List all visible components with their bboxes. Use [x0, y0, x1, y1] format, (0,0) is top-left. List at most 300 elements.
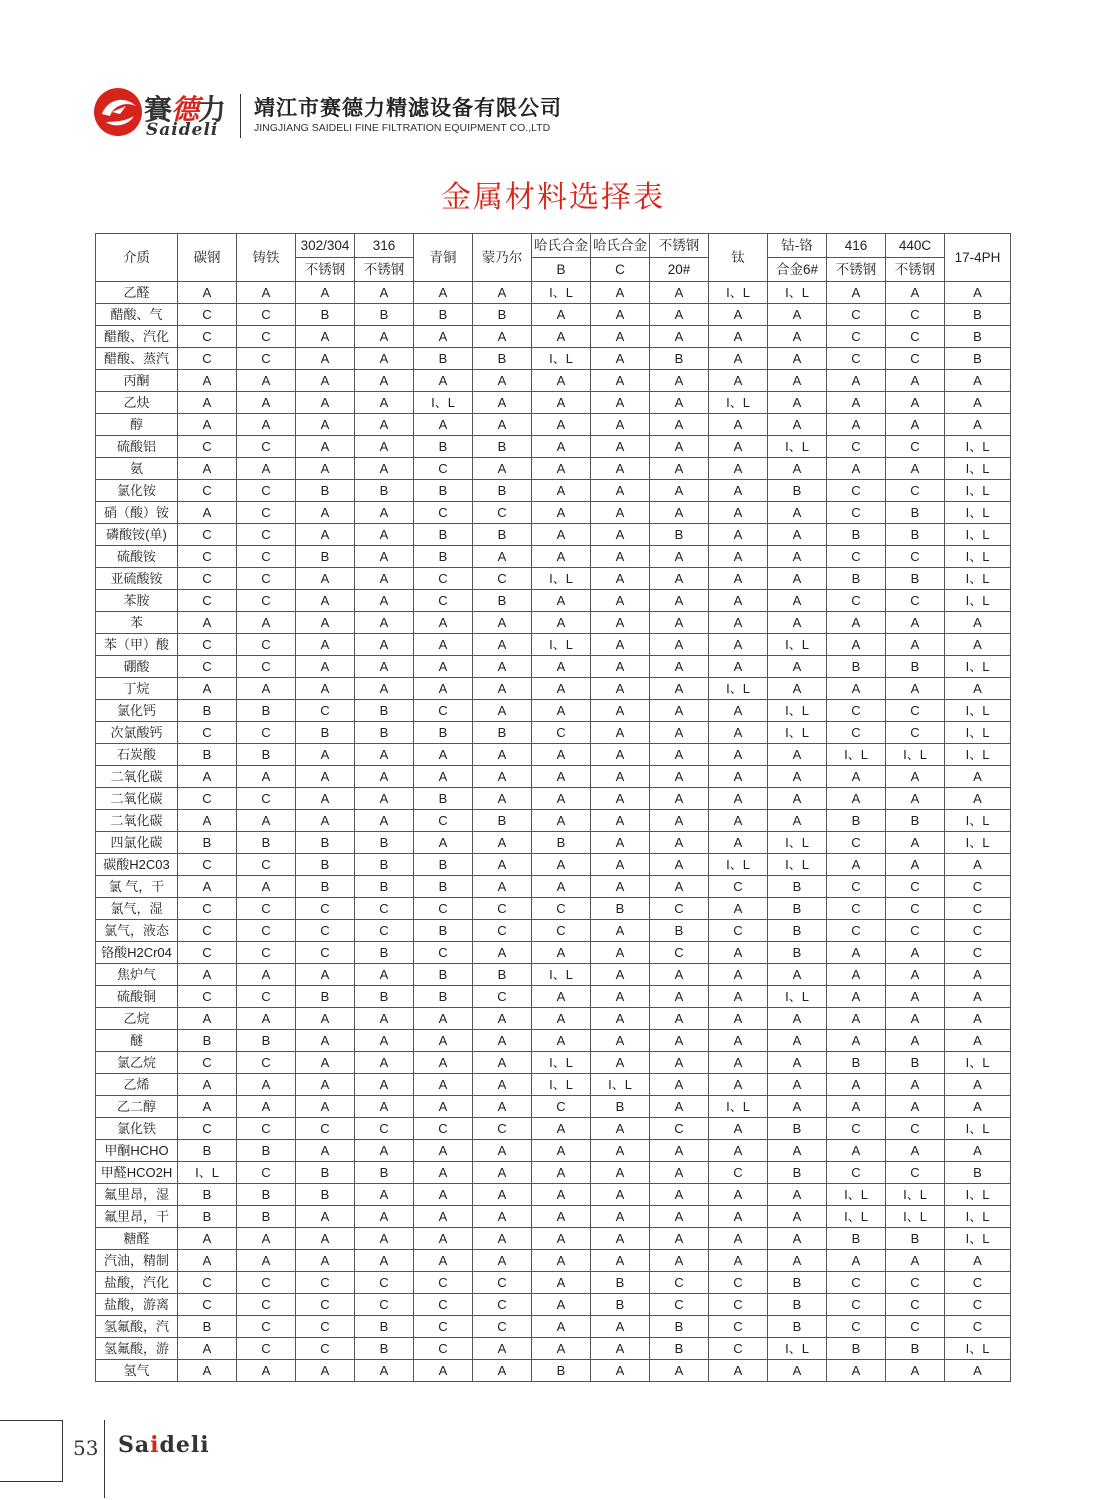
medium-cell: 氢气	[96, 1360, 178, 1382]
rating-cell: C	[709, 1294, 768, 1316]
header-ss440c-top: 440C	[886, 234, 945, 258]
rating-cell: A	[296, 810, 355, 832]
rating-cell: A	[768, 392, 827, 414]
rating-cell: C	[178, 986, 237, 1008]
rating-cell: A	[945, 678, 1011, 700]
rating-cell: B	[296, 832, 355, 854]
rating-cell: A	[296, 1008, 355, 1030]
rating-cell: A	[886, 1008, 945, 1030]
rating-cell: A	[945, 1030, 1011, 1052]
rating-cell: C	[886, 920, 945, 942]
header-ss316-bottom: 不锈钢	[355, 258, 414, 282]
rating-cell: A	[532, 744, 591, 766]
rating-cell: A	[591, 678, 650, 700]
rating-cell: C	[414, 810, 473, 832]
rating-cell: A	[650, 568, 709, 590]
rating-cell: B	[296, 1184, 355, 1206]
rating-cell: C	[178, 898, 237, 920]
rating-cell: C	[414, 1338, 473, 1360]
rating-cell: C	[237, 480, 296, 502]
rating-cell: A	[414, 326, 473, 348]
rating-cell: A	[768, 502, 827, 524]
medium-cell: 焦炉气	[96, 964, 178, 986]
rating-cell: A	[650, 744, 709, 766]
rating-cell: A	[886, 832, 945, 854]
rating-cell: I、L	[532, 964, 591, 986]
rating-cell: A	[532, 1162, 591, 1184]
rating-cell: A	[650, 304, 709, 326]
table-row	[96, 964, 1011, 986]
rating-cell: I、L	[945, 480, 1011, 502]
rating-cell: A	[355, 1074, 414, 1096]
rating-cell: A	[650, 656, 709, 678]
rating-cell: A	[709, 1140, 768, 1162]
rating-cell: A	[178, 1360, 237, 1382]
rating-cell: B	[296, 546, 355, 568]
rating-cell: A	[886, 612, 945, 634]
rating-cell: A	[532, 612, 591, 634]
table-row	[96, 1008, 1011, 1030]
table-row	[96, 1162, 1011, 1184]
rating-cell: A	[473, 370, 532, 392]
rating-cell: B	[650, 524, 709, 546]
rating-cell: A	[473, 1162, 532, 1184]
rating-cell: A	[886, 1140, 945, 1162]
rating-cell: A	[650, 1140, 709, 1162]
rating-cell: A	[355, 546, 414, 568]
table-row	[96, 436, 1011, 458]
table-row	[96, 304, 1011, 326]
rating-cell: A	[827, 1030, 886, 1052]
rating-cell: A	[650, 458, 709, 480]
rating-cell: B	[355, 1316, 414, 1338]
rating-cell: C	[178, 326, 237, 348]
rating-cell: A	[532, 1228, 591, 1250]
rating-cell: C	[178, 568, 237, 590]
rating-cell: B	[414, 480, 473, 502]
table-row	[96, 348, 1011, 370]
rating-cell: C	[237, 1052, 296, 1074]
rating-cell: A	[532, 1338, 591, 1360]
rating-cell: C	[709, 876, 768, 898]
rating-cell: C	[296, 700, 355, 722]
medium-cell: 氟里昂，干	[96, 1206, 178, 1228]
table-row	[96, 590, 1011, 612]
rating-cell: B	[945, 1162, 1011, 1184]
rating-cell: I、L	[709, 1096, 768, 1118]
rating-cell: A	[355, 678, 414, 700]
rating-cell: C	[709, 1338, 768, 1360]
rating-cell: I、L	[768, 700, 827, 722]
medium-cell: 醋酸、气	[96, 304, 178, 326]
rating-cell: A	[473, 414, 532, 436]
rating-cell: A	[768, 1184, 827, 1206]
rating-cell: A	[473, 1096, 532, 1118]
rating-cell: A	[237, 1360, 296, 1382]
rating-cell: A	[532, 524, 591, 546]
rating-cell: C	[827, 348, 886, 370]
rating-cell: A	[591, 568, 650, 590]
rating-cell: A	[945, 1074, 1011, 1096]
rating-cell: C	[178, 854, 237, 876]
rating-cell: C	[237, 656, 296, 678]
rating-cell: A	[591, 524, 650, 546]
rating-cell: A	[355, 502, 414, 524]
table-row	[96, 1316, 1011, 1338]
table-row	[96, 1360, 1011, 1382]
rating-cell: A	[650, 964, 709, 986]
header-cobalt-chrome-top: 钴-铬	[768, 234, 827, 258]
rating-cell: B	[414, 348, 473, 370]
rating-cell: A	[827, 634, 886, 656]
rating-cell: A	[709, 436, 768, 458]
rating-cell: C	[827, 920, 886, 942]
medium-cell: 氯气，湿	[96, 898, 178, 920]
table-row	[96, 326, 1011, 348]
rating-cell: C	[178, 656, 237, 678]
rating-cell: B	[768, 1316, 827, 1338]
table-row	[96, 920, 1011, 942]
rating-cell: A	[709, 546, 768, 568]
rating-cell: A	[591, 480, 650, 502]
rating-cell: C	[296, 1338, 355, 1360]
rating-cell: I、L	[532, 1052, 591, 1074]
rating-cell: A	[591, 1030, 650, 1052]
rating-cell: A	[709, 502, 768, 524]
rating-cell: C	[886, 546, 945, 568]
rating-cell: A	[768, 1228, 827, 1250]
rating-cell: C	[886, 700, 945, 722]
table-row	[96, 722, 1011, 744]
rating-cell: A	[414, 414, 473, 436]
rating-cell: A	[178, 282, 237, 304]
medium-cell: 碳酸H2C03	[96, 854, 178, 876]
rating-cell: I、L	[945, 700, 1011, 722]
rating-cell: B	[355, 1338, 414, 1360]
rating-cell: A	[473, 744, 532, 766]
rating-cell: B	[355, 700, 414, 722]
medium-cell: 磷酸铵(单)	[96, 524, 178, 546]
rating-cell: A	[650, 590, 709, 612]
rating-cell: A	[768, 964, 827, 986]
rating-cell: C	[886, 436, 945, 458]
rating-cell: A	[709, 370, 768, 392]
rating-cell: C	[296, 1118, 355, 1140]
table-row	[96, 876, 1011, 898]
rating-cell: A	[355, 348, 414, 370]
rating-cell: B	[414, 788, 473, 810]
rating-cell: C	[886, 1118, 945, 1140]
rating-cell: A	[768, 304, 827, 326]
rating-cell: C	[237, 524, 296, 546]
rating-cell: I、L	[945, 568, 1011, 590]
rating-cell: A	[591, 546, 650, 568]
rating-cell: A	[768, 458, 827, 480]
rating-cell: A	[945, 1250, 1011, 1272]
rating-cell: A	[355, 1030, 414, 1052]
medium-cell: 铬酸H2Cr04	[96, 942, 178, 964]
rating-cell: A	[473, 326, 532, 348]
medium-cell: 二氧化碳	[96, 810, 178, 832]
rating-cell: A	[886, 678, 945, 700]
rating-cell: A	[709, 590, 768, 612]
rating-cell: A	[945, 370, 1011, 392]
header-titanium: 钛	[709, 234, 768, 282]
rating-cell: A	[355, 744, 414, 766]
table-row	[96, 1140, 1011, 1162]
rating-cell: A	[650, 392, 709, 414]
rating-cell: A	[768, 1030, 827, 1052]
rating-cell: C	[473, 568, 532, 590]
medium-cell: 苯（甲）酸	[96, 634, 178, 656]
rating-cell: A	[532, 656, 591, 678]
rating-cell: A	[532, 942, 591, 964]
rating-cell: C	[237, 590, 296, 612]
table-row	[96, 634, 1011, 656]
rating-cell: A	[709, 1008, 768, 1030]
rating-cell: B	[355, 942, 414, 964]
rating-cell: I、L	[709, 282, 768, 304]
rating-cell: A	[591, 1008, 650, 1030]
rating-cell: A	[827, 612, 886, 634]
rating-cell: I、L	[532, 348, 591, 370]
rating-cell: A	[296, 744, 355, 766]
rating-cell: A	[414, 678, 473, 700]
table-body	[96, 282, 1011, 1382]
table-row	[96, 392, 1011, 414]
rating-cell: A	[591, 876, 650, 898]
table-row	[96, 656, 1011, 678]
rating-cell: A	[355, 1140, 414, 1162]
rating-cell: A	[355, 1250, 414, 1272]
rating-cell: A	[709, 568, 768, 590]
rating-cell: A	[296, 1096, 355, 1118]
rating-cell: A	[591, 744, 650, 766]
rating-cell: A	[473, 1008, 532, 1030]
rating-cell: A	[355, 1096, 414, 1118]
rating-cell: I、L	[945, 502, 1011, 524]
rating-cell: A	[827, 1360, 886, 1382]
rating-cell: A	[355, 282, 414, 304]
rating-cell: C	[886, 480, 945, 502]
rating-cell: A	[886, 1250, 945, 1272]
rating-cell: A	[532, 788, 591, 810]
rating-cell: I、L	[768, 854, 827, 876]
rating-cell: C	[886, 1294, 945, 1316]
rating-cell: A	[886, 1030, 945, 1052]
rating-cell: A	[709, 898, 768, 920]
medium-cell: 醇	[96, 414, 178, 436]
rating-cell: A	[650, 634, 709, 656]
rating-cell: C	[178, 634, 237, 656]
rating-cell: C	[178, 722, 237, 744]
rating-cell: B	[827, 524, 886, 546]
company-name-en: JINGJIANG SAIDELI FINE FILTRATION EQUIPMENT CO.,LTD	[254, 122, 551, 134]
rating-cell: A	[591, 986, 650, 1008]
rating-cell: A	[709, 1206, 768, 1228]
rating-cell: B	[178, 744, 237, 766]
table-row	[96, 568, 1011, 590]
rating-cell: A	[532, 1272, 591, 1294]
rating-cell: A	[650, 766, 709, 788]
medium-cell: 盐酸，游离	[96, 1294, 178, 1316]
rating-cell: A	[709, 1250, 768, 1272]
rating-cell: C	[532, 722, 591, 744]
table-row	[96, 282, 1011, 304]
rating-cell: A	[532, 1030, 591, 1052]
rating-cell: A	[355, 370, 414, 392]
rating-cell: C	[178, 590, 237, 612]
rating-cell: A	[178, 766, 237, 788]
medium-cell: 石炭酸	[96, 744, 178, 766]
rating-cell: C	[709, 1272, 768, 1294]
rating-cell: A	[827, 964, 886, 986]
page-header	[92, 84, 792, 144]
rating-cell: C	[709, 1162, 768, 1184]
rating-cell: A	[591, 964, 650, 986]
rating-cell: B	[237, 1184, 296, 1206]
rating-cell: C	[237, 304, 296, 326]
rating-cell: A	[237, 392, 296, 414]
rating-cell: I、L	[945, 832, 1011, 854]
rating-cell: C	[827, 436, 886, 458]
rating-cell: A	[473, 1030, 532, 1052]
rating-cell: A	[709, 634, 768, 656]
rating-cell: A	[768, 788, 827, 810]
rating-cell: A	[414, 766, 473, 788]
rating-cell: A	[709, 326, 768, 348]
table-row	[96, 810, 1011, 832]
rating-cell: C	[473, 502, 532, 524]
rating-cell: C	[532, 898, 591, 920]
rating-cell: A	[296, 524, 355, 546]
rating-cell: A	[768, 326, 827, 348]
rating-cell: B	[886, 502, 945, 524]
rating-cell: C	[414, 700, 473, 722]
rating-cell: C	[414, 1294, 473, 1316]
rating-cell: A	[945, 392, 1011, 414]
rating-cell: A	[414, 612, 473, 634]
rating-cell: I、L	[945, 1206, 1011, 1228]
rating-cell: A	[709, 348, 768, 370]
rating-cell: B	[414, 436, 473, 458]
rating-cell: A	[768, 1096, 827, 1118]
rating-cell: A	[768, 546, 827, 568]
rating-cell: B	[296, 986, 355, 1008]
rating-cell: C	[886, 722, 945, 744]
table-row	[96, 898, 1011, 920]
rating-cell: A	[532, 810, 591, 832]
header-medium: 介质	[96, 234, 178, 282]
company-name-cn: 靖江市赛德力精滤设备有限公司	[254, 96, 562, 120]
rating-cell: A	[591, 590, 650, 612]
rating-cell: C	[178, 480, 237, 502]
rating-cell: A	[827, 458, 886, 480]
rating-cell: A	[591, 1052, 650, 1074]
medium-cell: 四氯化碳	[96, 832, 178, 854]
rating-cell: A	[296, 656, 355, 678]
rating-cell: A	[591, 1184, 650, 1206]
rating-cell: A	[709, 700, 768, 722]
rating-cell: A	[591, 414, 650, 436]
header-hastelloy-b-bottom: B	[532, 258, 591, 282]
table-row	[96, 1228, 1011, 1250]
table-row	[96, 766, 1011, 788]
rating-cell: A	[945, 766, 1011, 788]
table-row	[96, 942, 1011, 964]
rating-cell: A	[355, 414, 414, 436]
rating-cell: C	[237, 942, 296, 964]
rating-cell: A	[414, 634, 473, 656]
rating-cell: A	[178, 1096, 237, 1118]
table-row	[96, 986, 1011, 1008]
rating-cell: B	[886, 568, 945, 590]
rating-cell: A	[178, 392, 237, 414]
rating-cell: B	[473, 964, 532, 986]
rating-cell: A	[473, 876, 532, 898]
rating-cell: A	[650, 788, 709, 810]
rating-cell: A	[591, 502, 650, 524]
rating-cell: A	[296, 458, 355, 480]
medium-cell: 盐酸，汽化	[96, 1272, 178, 1294]
rating-cell: B	[414, 854, 473, 876]
rating-cell: A	[355, 392, 414, 414]
rating-cell: A	[768, 1074, 827, 1096]
medium-cell: 氯化铁	[96, 1118, 178, 1140]
rating-cell: C	[414, 502, 473, 524]
rating-cell: A	[886, 282, 945, 304]
rating-cell: A	[591, 1316, 650, 1338]
table-row	[96, 854, 1011, 876]
rating-cell: C	[827, 1272, 886, 1294]
rating-cell: A	[591, 436, 650, 458]
rating-cell: A	[178, 458, 237, 480]
header-cobalt-chrome-bottom: 合金6#	[768, 258, 827, 282]
rating-cell: A	[827, 370, 886, 392]
table-row	[96, 788, 1011, 810]
rating-cell: A	[650, 1030, 709, 1052]
rating-cell: A	[591, 392, 650, 414]
footer-divider	[104, 1420, 105, 1498]
rating-cell: B	[650, 920, 709, 942]
rating-cell: B	[237, 1140, 296, 1162]
rating-cell: A	[473, 1250, 532, 1272]
rating-cell: A	[650, 480, 709, 502]
rating-cell: A	[532, 1294, 591, 1316]
header-ss416-bottom: 不锈钢	[827, 258, 886, 282]
rating-cell: A	[355, 656, 414, 678]
header-hastelloy-b-top: 哈氏合金	[532, 234, 591, 258]
table-row	[96, 612, 1011, 634]
rating-cell: A	[296, 1074, 355, 1096]
rating-cell: A	[532, 458, 591, 480]
rating-cell: A	[591, 282, 650, 304]
table-row	[96, 1030, 1011, 1052]
rating-cell: A	[532, 502, 591, 524]
rating-cell: C	[296, 1316, 355, 1338]
rating-cell: C	[237, 920, 296, 942]
rating-cell: C	[473, 986, 532, 1008]
rating-cell: B	[178, 1030, 237, 1052]
rating-cell: C	[827, 722, 886, 744]
table-row	[96, 832, 1011, 854]
rating-cell: A	[473, 788, 532, 810]
rating-cell: I、L	[945, 1052, 1011, 1074]
rating-cell: A	[414, 370, 473, 392]
rating-cell: A	[178, 1074, 237, 1096]
rating-cell: A	[591, 326, 650, 348]
rating-cell: A	[945, 788, 1011, 810]
